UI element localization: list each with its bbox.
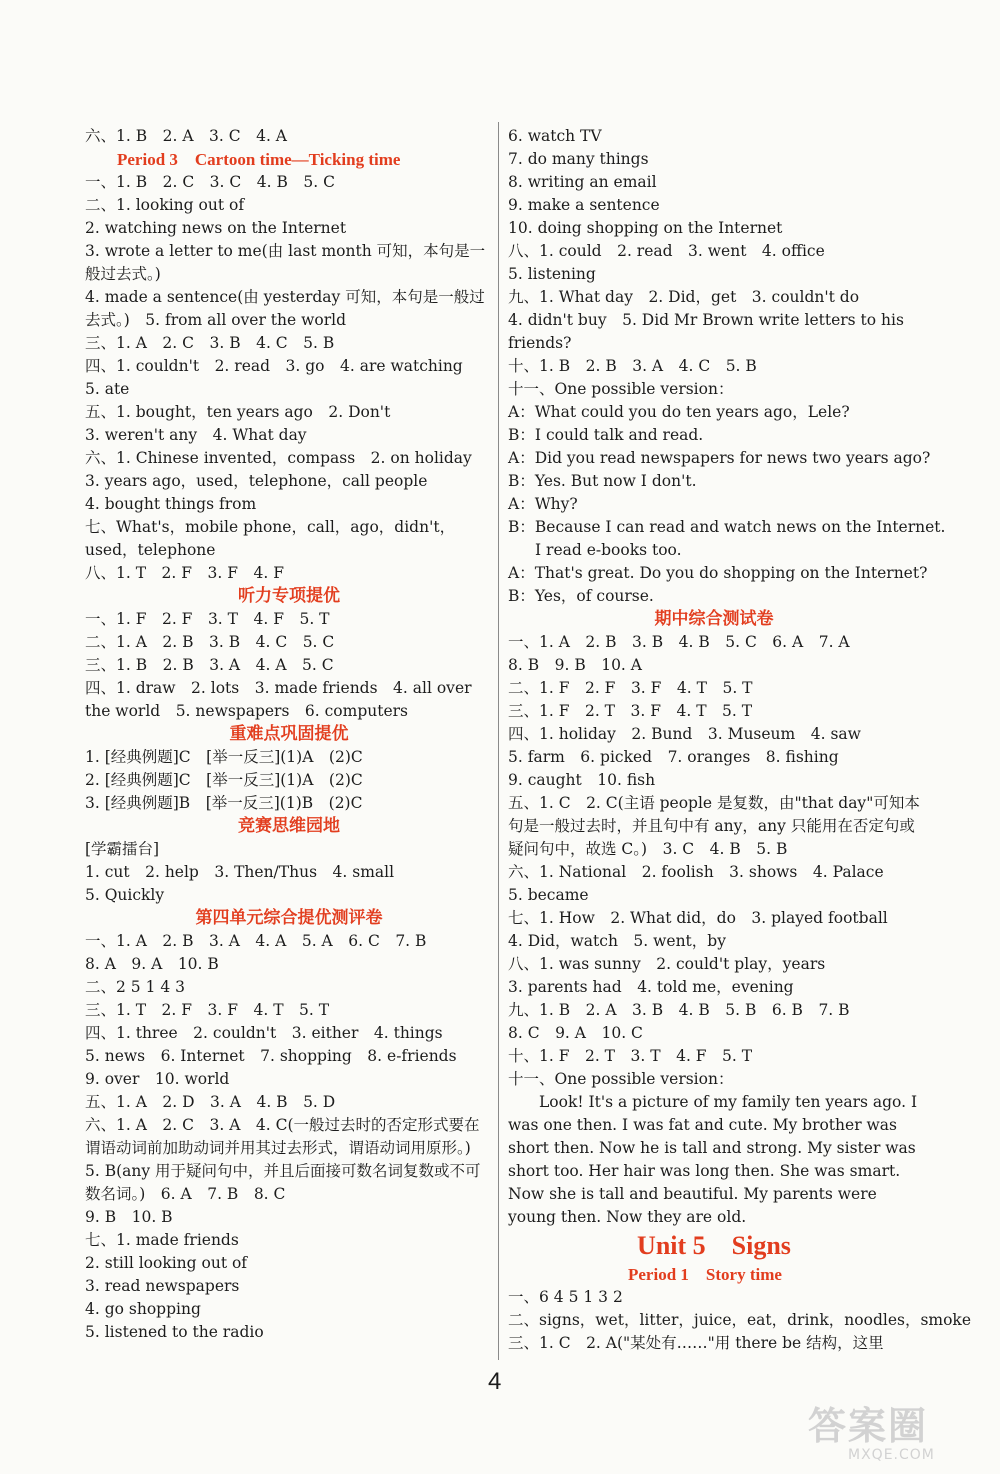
answer-line: 8. A 9. A 10. B: [85, 955, 219, 973]
answer-line: 5. ate: [85, 380, 130, 398]
answer-line: 二、1. looking out of: [85, 196, 245, 214]
unit-title: Unit 5 Signs: [637, 1231, 791, 1260]
section-heading: 听力专项提优: [238, 586, 340, 606]
answer-line: 九、1. What day 2. Did，get 3. couldn't do: [508, 288, 860, 306]
answer-line: 一、1. A 2. B 3. B 4. B 5. C 6. A 7. A: [508, 633, 850, 651]
answer-line: 四、1. couldn't 2. read 3. go 4. are watching: [85, 357, 463, 375]
answer-line: 七、1. made friends: [85, 1231, 239, 1249]
answer-line: 七、1. How 2. What did，do 3. played football: [508, 909, 888, 927]
answer-line: 5. listened to the radio: [85, 1323, 264, 1341]
answer-line: 三、1. T 2. F 3. F 4. T 5. T: [85, 1001, 330, 1019]
answer-line: 一、1. A 2. B 3. A 4. A 5. A 6. C 7. B: [85, 932, 427, 950]
answer-line: 三、1. A 2. C 3. B 4. C 5. B: [85, 334, 335, 352]
answer-line: 十、1. F 2. T 3. T 4. F 5. T: [508, 1047, 753, 1065]
answer-line: 10. doing shopping on the Internet: [508, 219, 783, 237]
watermark-text: 答案圈: [808, 1404, 929, 1448]
answer-line: 二、1. A 2. B 3. B 4. C 5. C: [85, 633, 335, 651]
answer-line: 三、1. B 2. B 3. A 4. A 5. C: [85, 656, 334, 674]
column-divider: [498, 122, 499, 1360]
watermark-logo: [808, 1405, 988, 1465]
answer-line: 六、1. National 2. foolish 3. shows 4. Palace: [508, 863, 884, 881]
answer-line: 5. became: [508, 886, 589, 904]
answer-line: 3. read newspapers: [85, 1277, 240, 1295]
answer-line: 五、1. C 2. C(主语 people 是复数，由"that day"可知本句是一般过去时，并且句中有 any，any 只能用在否定句或疑问句中，故选 C。) 3. C 4. B 5. B: [508, 794, 920, 858]
answer-line: 9. caught 10. fish: [508, 771, 656, 789]
watermark-url: MXQE.COM: [848, 1447, 935, 1463]
answer-line: 四、1. draw 2. lots 3. made friends 4. all over the world 5. newspapers 6. computers: [85, 679, 472, 720]
answer-line: 十一、One possible version：: [508, 1070, 734, 1088]
answer-line: 一、1. B 2. C 3. C 4. B 5. C: [85, 173, 335, 191]
section-heading: 重难点巩固提优: [229, 724, 349, 744]
answer-line: 1. cut 2. help 3. Then/Thus 4. small: [85, 863, 395, 881]
answer-line: 五、1. A 2. D 3. A 4. B 5. D: [85, 1093, 336, 1111]
answer-line: 4. Did，watch 5. went，by: [508, 932, 726, 950]
answer-line: 9. B 10. B: [85, 1208, 173, 1226]
answer-line: 十一、One possible version：: [508, 380, 734, 398]
answer-line: 1. [经典例题]C [举一反三](1)A (2)C: [85, 748, 363, 766]
answer-line: 3. years ago，used，telephone，call people: [85, 472, 428, 490]
answer-line: 8. writing an email: [508, 173, 657, 191]
answer-line: 四、1. three 2. couldn't 3. either 4. things: [85, 1024, 443, 1042]
answer-line: 9. make a sentence: [508, 196, 660, 214]
answer-line: B：I could talk and read.: [508, 426, 704, 444]
answer-line: 4. bought things from: [85, 495, 257, 513]
answer-line: 2. [经典例题]C [举一反三](1)A (2)C: [85, 771, 363, 789]
answer-line: 5. listening: [508, 265, 596, 283]
answer-line: 三、1. F 2. T 3. F 4. T 5. T: [508, 702, 753, 720]
answer-line: 2. watching news on the Internet: [85, 219, 347, 237]
answer-line: B：Because I can read and watch news on the Internet.: [508, 518, 946, 536]
answer-line: A：What could you do ten years ago，Lele?: [508, 403, 850, 421]
answer-line: 5. farm 6. picked 7. oranges 8. fishing: [508, 748, 839, 766]
answer-line: 3. [经典例题]B [举一反三](1)B (2)C: [85, 794, 363, 812]
answer-line: 五、1. bought，ten years ago 2. Don't: [85, 403, 391, 421]
period-heading: Period 3 Cartoon time—Ticking time: [117, 150, 401, 169]
answer-line: 八、1. could 2. read 3. went 4. office: [508, 242, 825, 260]
right-column: [508, 125, 972, 1355]
answer-line: 4. didn't buy 5. Did Mr Brown write letters to his friends?: [508, 311, 904, 352]
answer-line: 5. news 6. Internet 7. shopping 8. e-friends: [85, 1047, 457, 1065]
answer-line: 八、1. T 2. F 3. F 4. F: [85, 564, 284, 582]
answer-line: B：Yes，of course.: [508, 587, 654, 605]
answer-line: 7. do many things: [508, 150, 649, 168]
answer-line: A：That's great. Do you do shopping on the Internet?: [508, 564, 928, 582]
answer-line: 二、signs，wet，litter，juice，eat，drink，noodles，smoke: [508, 1311, 972, 1329]
answer-line: 8. C 9. A 10. C: [508, 1024, 643, 1042]
answer-line: 十、1. B 2. B 3. A 4. C 5. B: [508, 357, 757, 375]
answer-line: 二、1. F 2. F 3. F 4. T 5. T: [508, 679, 753, 697]
answer-line: 4. made a sentence(由 yesterday 可知，本句是一般过去式。) 5. from all over the world: [85, 288, 485, 329]
answer-line: A：Why?: [508, 495, 578, 513]
answer-line: [学霸擂台]: [85, 840, 160, 858]
section-heading: 竞赛思维园地: [238, 816, 340, 836]
answer-line: 一、1. F 2. F 3. T 4. F 5. T: [85, 610, 330, 628]
answer-line: 5. Quickly: [85, 886, 165, 904]
section-heading: 第四单元综合提优测评卷: [195, 908, 383, 928]
period-heading: Period 1 Story time: [628, 1265, 782, 1284]
essay-paragraph: Look! It's a picture of my family ten years ago. I was one then. I was fat and cute. My brother was short then. Now he is tall and strong. My sister was short too. Her hair was long then. She was smart. Now she is tall and beautiful. My parents were young then. Now they are old.: [508, 1093, 918, 1226]
page-number: 4: [488, 1368, 502, 1395]
answer-line: 八、1. was sunny 2. could't play，years: [508, 955, 826, 973]
left-column: [85, 125, 493, 1344]
answer-line: 3. wrote a letter to me(由 last month 可知，本句是一般过去式。): [85, 242, 486, 283]
answer-line: B：Yes. But now I don't.: [508, 472, 697, 490]
answer-line: 六、1. B 2. A 3. C 4. A: [85, 127, 287, 145]
answer-line: 七、What's，mobile phone，call，ago，didn't，used，telephone: [85, 518, 456, 559]
answer-line: 9. over 10. world: [85, 1070, 230, 1088]
answer-line: 3. weren't any 4. What day: [85, 426, 307, 444]
answer-line: 6. watch TV: [508, 127, 602, 145]
section-heading: 期中综合测试卷: [654, 609, 774, 629]
answer-line: 二、2 5 1 4 3: [85, 978, 186, 996]
answer-line: 四、1. holiday 2. Bund 3. Museum 4. saw: [508, 725, 861, 743]
answer-line: 六、1. A 2. C 3. A 4. C(一般过去时的否定形式要在谓语动词前加助动词并用其过去形式，谓语动词用原形。) 5. B(any 用于疑问句中，并且后面接可数名词复数或不可数名词。) 6. A 7. B 8. C: [85, 1116, 487, 1203]
answer-line: 九、1. B 2. A 3. B 4. B 5. B 6. B 7. B: [508, 1001, 850, 1019]
answer-line: 2. still looking out of: [85, 1254, 248, 1272]
answer-line: 4. go shopping: [85, 1300, 201, 1318]
answer-line: 一、6 4 5 1 3 2: [508, 1288, 623, 1306]
answer-line: 8. B 9. B 10. A: [508, 656, 642, 674]
answer-line: A：Did you read newspapers for news two years ago?: [508, 449, 931, 467]
answer-line: I read e-books too.: [535, 541, 682, 559]
answer-line: 六、1. Chinese invented，compass 2. on holiday: [85, 449, 472, 467]
answer-line: 三、1. C 2. A("某处有……"用 there be 结构，这里: [508, 1334, 884, 1352]
answer-line: 3. parents had 4. told me，evening: [508, 978, 794, 996]
